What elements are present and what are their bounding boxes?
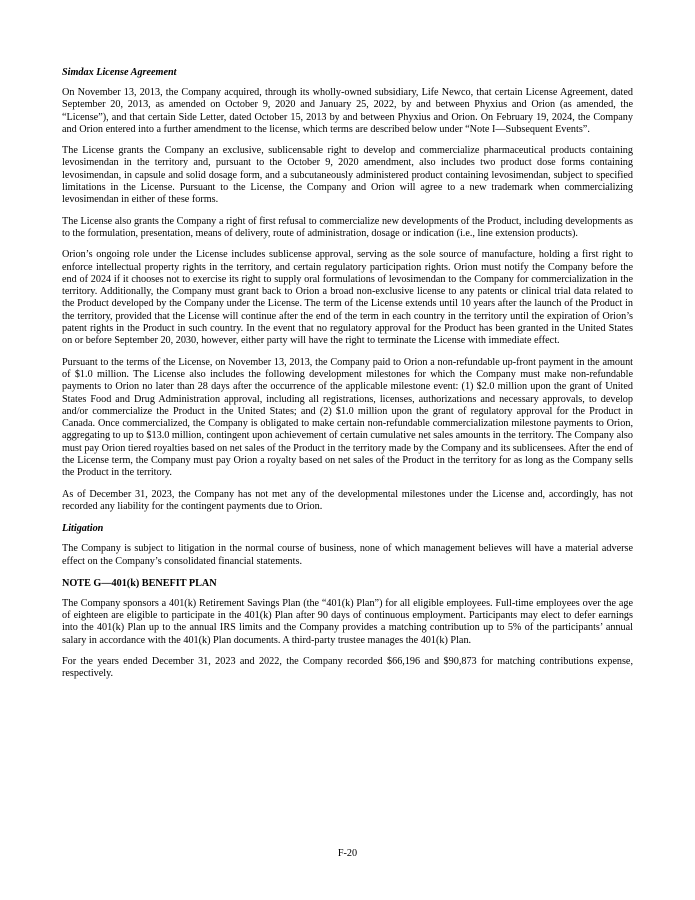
simdax-paragraph-1: On November 13, 2013, the Company acquired, through its wholly-owned subsidiary, Life Newco, that certain License Agreement, dated September 20, 2013, as amended on October 9, 2020 and January 25, 2022, by and between Phyxius and Orion (as amended, the “License”), and that certain Side Letter, dated October 15, 2013 by and between Phyxius and Orion. On February 19, 2024, the Company and Orion entered into a further amendment to the license, which terms are described below under “Note I—Subsequent Events”. [62, 87, 633, 135]
simdax-heading: Simdax License Agreement [62, 67, 177, 78]
note-g-paragraph-1: The Company sponsors a 401(k) Retirement Savings Plan (the “401(k) Plan”) for all eligible employees. Full-time employees over the age of eighteen are eligible to participate in the 401(k) Plan after 90 days of continuous employment. Participants may elect to defer earnings into the 401(k) Plan up to the annual IRS limits and the Company provides a matching contribution up to 5% of the participants’ annual salary in accordance with the 401(k) Plan documents. A third-party trustee manages the 401(k) Plan. [62, 597, 633, 646]
simdax-paragraph-2: The License grants the Company an exclusive, sublicensable right to develop and commercialize pharmaceutical products containing levosimendan in the territory and, pursuant to the October 9, 2020 amendment, also includes two product dose forms containing levosimendan, in capsule and solid dosage form, and a subcutaneously administered product containing levosimendan, subject to specified limitations in the License. Pursuant to the License, the Company and Orion will agree to a new trademark when commercializing levosimendan in either of these forms. [62, 145, 633, 206]
simdax-paragraph-3: The License also grants the Company a right of first refusal to commercialize new developments of the Product, including developments as to the formulation, presentation, means of delivery, route of administration, dosage or indication (i.e., line extension products). [62, 215, 633, 239]
simdax-paragraph-6: As of December 31, 2023, the Company has not met any of the developmental milestones under the License and, accordingly, has not recorded any liability for the contingent payments due to Orion. [62, 488, 633, 512]
page-content [62, 66, 633, 681]
simdax-paragraph-4: Orion’s ongoing role under the License includes sublicense approval, serving as the sole source of manufacture, holding a first right to enforce intellectual property rights in the territory, and certain regulatory participation rights. Orion must notify the Company before the end of 2024 if it chooses not to exercise its right to supply oral formulations of levosimendan to the Company for commercialization in the territory. Additionally, the Company must grant back to Orion a broad non-exclusive license to any patents or clinical trial data related to the Product developed by the Company under the License. The term of the License extends until 10 years after the launch of the Product in the territory, provided that the License will continue after the end of the term in each country in the territory until the expiration of Orion’s patent rights in the Product in such country. In the event that no regulatory approval for the Product has been granted in the United States on or before September 20, 2030, however, either party will have the right to terminate the License with immediate effect. [62, 249, 633, 347]
simdax-paragraph-5: Pursuant to the terms of the License, on November 13, 2013, the Company paid to Orion a non-refundable up-front payment in the amount of $1.0 million. The License also includes the following development milestones for which the Company must make non-refundable payments to Orion no later than 28 days after the occurrence of the applicable milestone event: (1) $2.0 million upon the grant of United States Food and Drug Administration approval, including all registrations, licenses, authorizations and necessary approvals, to develop and/or commercialize the Product in the United States; and (2) $1.0 million upon the grant of regulatory approval for the Product in Canada. Once commercialized, the Company is obligated to make certain non-refundable commercialization milestone payments to Orion, aggregating to up to $13.0 million, contingent upon achievement of certain cumulative net sales amounts in the territory. The Company also must pay Orion tiered royalties based on net sales of the Product in the territory made by the Company and its sublicensees. After the end of the License term, the Company must pay Orion a royalty based on net sales of the Product in the territory for as long as the Company sells the Product in the territory. [62, 356, 633, 479]
page-number: F-20 [337, 848, 358, 859]
litigation-heading: Litigation [62, 523, 104, 535]
note-g-heading: NOTE G—401(k) BENEFIT PLAN [62, 577, 217, 589]
litigation-paragraph: The Company is subject to litigation in the normal course of business, none of which management believes will have a material adverse effect on the Company’s consolidated financial statements. [62, 543, 633, 567]
note-g-paragraph-2: For the years ended December 31, 2023 and 2022, the Company recorded $66,196 and $90,873 for matching contributions expense, respectively. [62, 655, 633, 680]
